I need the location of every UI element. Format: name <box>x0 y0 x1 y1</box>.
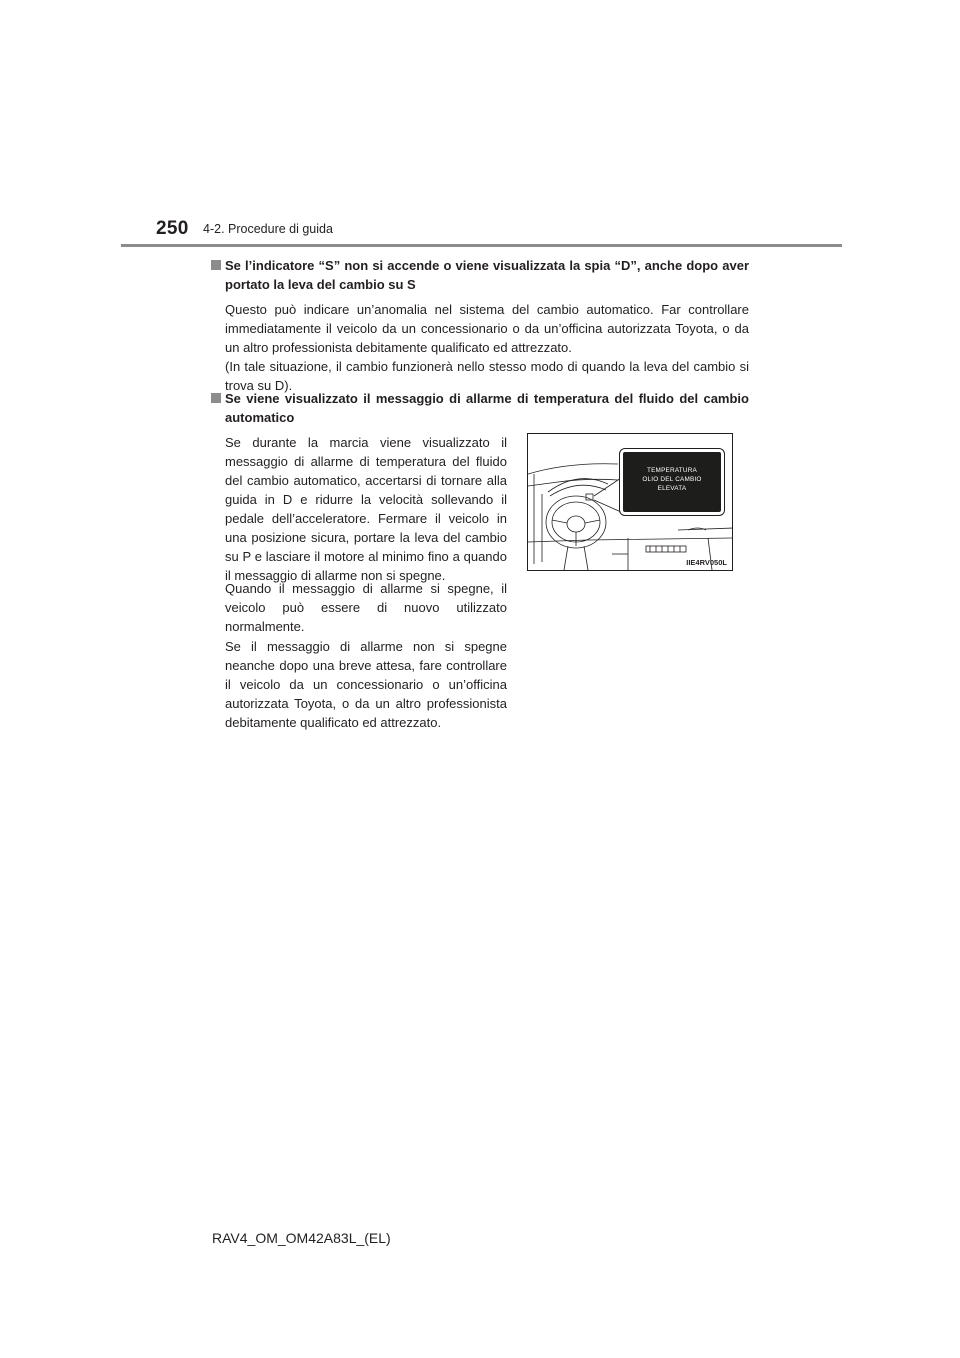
section-1-heading <box>211 256 749 294</box>
display-line: ELEVATA <box>657 485 687 492</box>
section-1-body: Questo può indicare un’anomalia nel sistema del cambio automatico. Far controllare immediatamente il veicolo da un concessionario o da un’officina autorizzata Toyota, o da un altro professionista debitamente qualificato ed attrezzato. <box>225 302 749 355</box>
square-bullet-icon <box>211 260 221 270</box>
section-2-heading-text: Se viene visualizzato il messaggio di allarme di temperatura del fluido del cambio automatico <box>225 391 749 425</box>
header-rule <box>121 244 842 247</box>
section-2-paragraph: Se durante la marcia viene visualizzato il messaggio di allarme di temperatura del fluido del cambio automatico, accertarsi di tornare alla guida in D e ridurre la velocità sollevando il pedale dell’acceleratore. Fermare il veicolo in una posizione sicura, portare la leva del cambio su P e lasciare il motore al minimo fino a quando il messaggio di allarme non si spegne. <box>225 435 507 583</box>
section-1 <box>211 256 749 395</box>
square-bullet-icon <box>211 393 221 403</box>
section-2-paragraph-1 <box>225 433 507 585</box>
dashboard-illustration <box>527 433 733 571</box>
page-number: 250 <box>156 218 189 239</box>
section-2-paragraph-2 <box>225 579 507 636</box>
section-2 <box>211 389 749 427</box>
section-2-paragraph: Quando il messaggio di allarme si spegne, il veicolo può essere di nuovo utilizzato normalmente. <box>225 581 507 634</box>
section-title: 4-2. Procedure di guida <box>203 222 333 236</box>
warning-display-screen <box>620 449 724 515</box>
section-2-paragraph-3 <box>225 637 507 732</box>
footer-doc-code: RAV4_OM_OM42A83L_(EL) <box>212 1230 391 1246</box>
section-1-heading-text: Se l’indicatore “S” non si accende o viene visualizzata la spia “D”, anche dopo aver portato la leva del cambio su S <box>225 258 749 292</box>
section-2-heading <box>211 389 749 427</box>
section-2-paragraph: Se il messaggio di allarme non si spegne neanche dopo una breve attesa, fare controllare il veicolo da un concessionario o un’officina autorizzata Toyota, o da un altro professionista debitamente qualificato ed attrezzato. <box>225 639 507 730</box>
section-1-note: (In tale situazione, il cambio funzionerà nello stesso modo di quando la leva del cambio si trova su D). <box>225 359 749 393</box>
display-line: TEMPERATURA <box>646 467 697 474</box>
display-line: OLIO DEL CAMBIO <box>642 476 702 483</box>
figure-code: IIE4RV050L <box>686 558 727 567</box>
